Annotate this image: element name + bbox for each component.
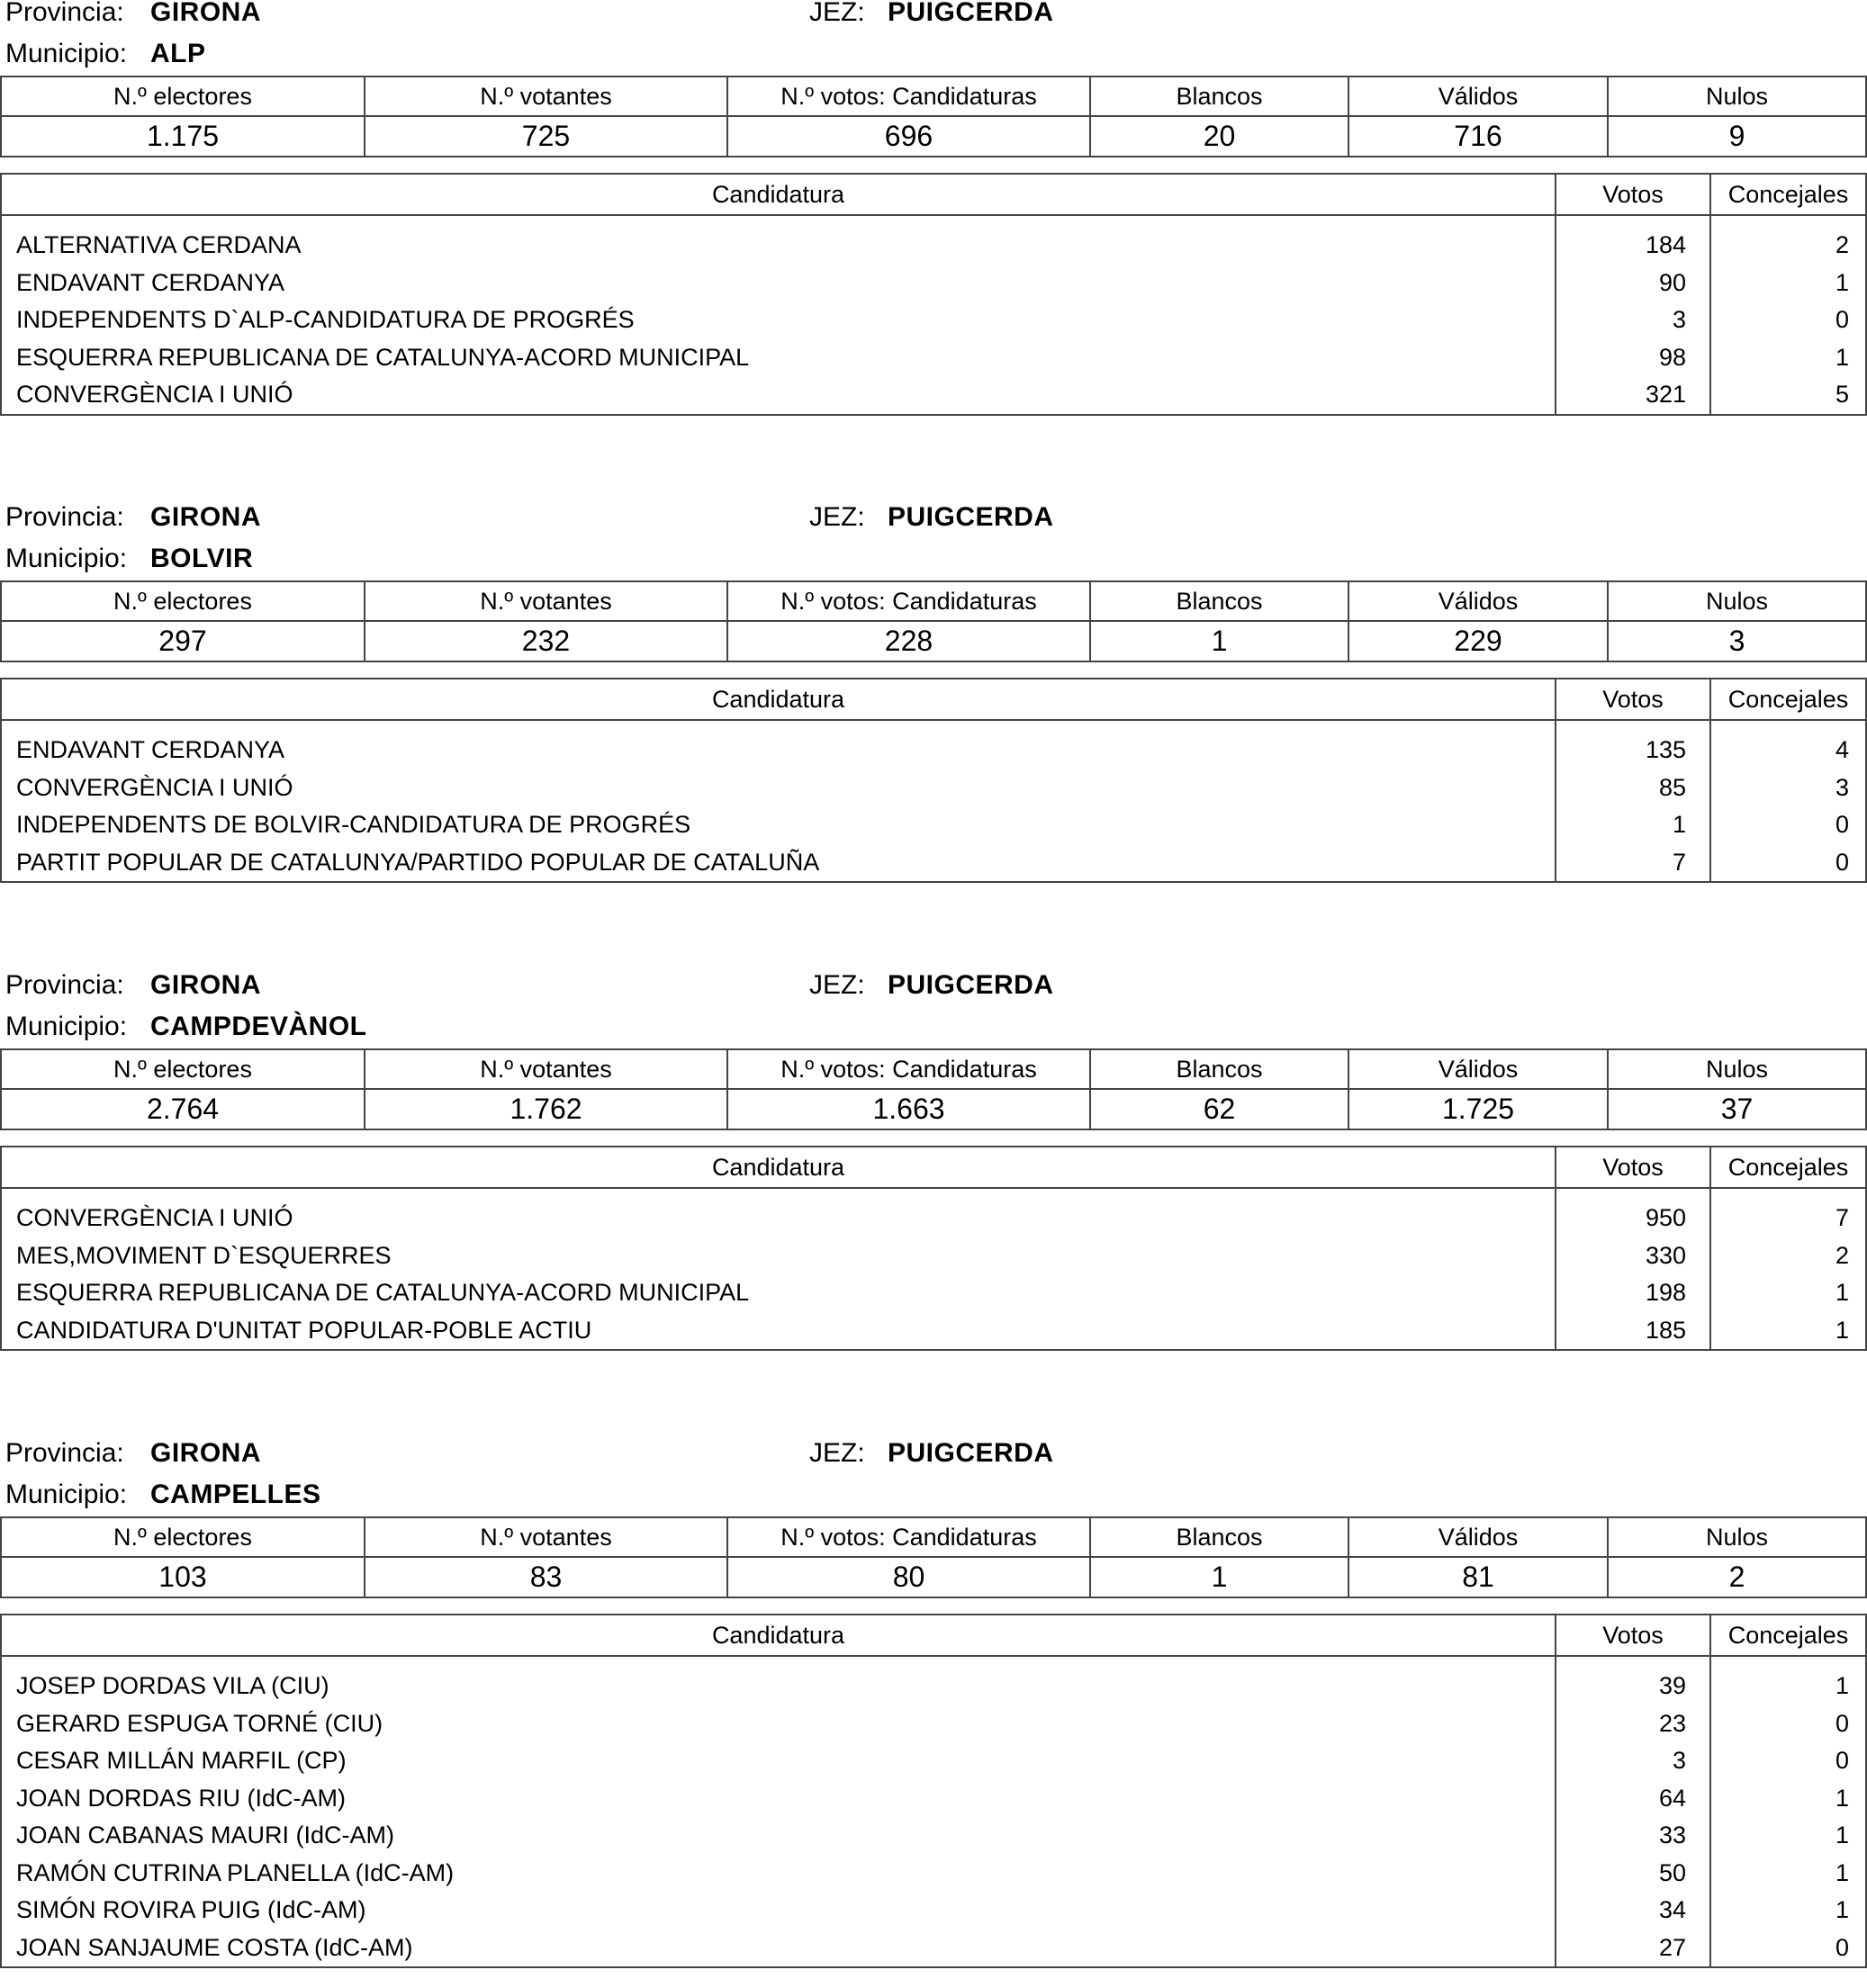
summary-value-cell: 1.663	[727, 1089, 1090, 1129]
summary-value-cell: 9	[1608, 116, 1866, 157]
candidate-votes: 198	[1556, 1274, 1710, 1312]
candidate-seats: 0	[1710, 1705, 1866, 1743]
candidate-name: JOAN DORDAS RIU (IdC-AM)	[16, 1784, 347, 1812]
summary-table	[0, 1516, 1867, 1598]
province-line	[5, 967, 1860, 1003]
summary-value-cell: 228	[727, 621, 1090, 661]
candidate-name: GERARD ESPUGA TORNÉ (CIU)	[16, 1709, 383, 1737]
summary-header-cell: Blancos	[1090, 76, 1348, 116]
candidate-row	[1, 1312, 1866, 1351]
summary-header-cell: Blancos	[1090, 1517, 1348, 1557]
summary-header-cell: N.º electores	[1, 76, 365, 116]
candidate-seats: 5	[1710, 376, 1866, 415]
summary-header-cell: Válidos	[1348, 1049, 1608, 1089]
municipality-label: Municipio:	[5, 544, 128, 573]
candidate-votes: 135	[1556, 732, 1710, 769]
candidates-header-row	[1, 679, 1866, 720]
summary-header-cell: Nulos	[1608, 581, 1866, 621]
province-value: GIRONA	[150, 502, 261, 532]
candidate-seats: 1	[1710, 1274, 1866, 1312]
summary-header-cell: Blancos	[1090, 1049, 1348, 1089]
candidatura-header: Candidatura	[1, 1147, 1556, 1188]
candidate-votes: 34	[1556, 1892, 1710, 1930]
jez-value: PUIGCERDA	[888, 502, 1054, 532]
summary-header-cell: N.º electores	[1, 581, 365, 621]
province-label: Provincia:	[5, 970, 124, 1000]
summary-value-cell: 716	[1348, 116, 1608, 157]
candidate-seats: 0	[1710, 806, 1866, 844]
votos-header: Votos	[1556, 174, 1710, 215]
summary-values-row	[1, 116, 1866, 157]
candidates-table	[0, 1614, 1867, 1968]
province-value: GIRONA	[150, 0, 261, 27]
candidate-row	[1, 1274, 1866, 1312]
spacer-cell	[1, 1188, 1556, 1200]
spacer-cell	[1710, 1656, 1866, 1668]
candidate-row	[1, 1780, 1866, 1818]
candidate-seats: 0	[1710, 1930, 1866, 1968]
summary-header-cell: N.º votantes	[365, 76, 727, 116]
summary-header-cell: Nulos	[1608, 1517, 1866, 1557]
spacer-row	[1, 215, 1866, 227]
summary-value-cell: 1.175	[1, 116, 365, 157]
province-line	[5, 499, 1860, 535]
summary-header-cell: Válidos	[1348, 581, 1608, 621]
summary-value-cell: 229	[1348, 621, 1608, 661]
candidate-seats: 7	[1710, 1200, 1866, 1237]
spacer-cell	[1556, 1656, 1710, 1668]
votos-header: Votos	[1556, 1147, 1710, 1188]
candidates-table	[0, 173, 1867, 416]
jez-label: JEZ:	[809, 1438, 865, 1468]
summary-value-cell: 3	[1608, 621, 1866, 661]
candidate-name: PARTIT POPULAR DE CATALUNYA/PARTIDO POPULAR DE CATALUÑA	[16, 848, 820, 876]
candidate-row	[1, 844, 1866, 883]
summary-header-cell: Válidos	[1348, 76, 1608, 116]
summary-header-cell: Blancos	[1090, 581, 1348, 621]
candidates-header-row	[1, 174, 1866, 215]
summary-header-row	[1, 76, 1866, 116]
municipality-line	[5, 1009, 1860, 1045]
candidate-row	[1, 806, 1866, 844]
candidate-votes: 39	[1556, 1668, 1710, 1705]
candidate-votes: 185	[1556, 1312, 1710, 1351]
summary-value-cell: 83	[365, 1557, 727, 1597]
province-label: Provincia:	[5, 1438, 124, 1468]
summary-value-cell: 725	[365, 116, 727, 157]
spacer-cell	[1556, 720, 1710, 732]
candidate-seats: 0	[1710, 301, 1866, 339]
candidate-name: RAMÓN CUTRINA PLANELLA (IdC-AM)	[16, 1858, 455, 1886]
votos-header: Votos	[1556, 1615, 1710, 1656]
candidate-votes: 321	[1556, 376, 1710, 415]
candidate-votes: 3	[1556, 301, 1710, 339]
jez-label: JEZ:	[809, 502, 865, 532]
summary-header-row	[1, 1049, 1866, 1089]
candidate-votes: 50	[1556, 1855, 1710, 1893]
summary-header-cell: N.º votantes	[365, 1517, 727, 1557]
candidate-name: SIMÓN ROVIRA PUIG (IdC-AM)	[16, 1896, 366, 1924]
summary-value-cell: 232	[365, 621, 727, 661]
summary-value-cell: 1	[1090, 1557, 1348, 1597]
summary-values-row	[1, 1089, 1866, 1129]
jez-label: JEZ:	[809, 970, 865, 1000]
candidate-name: CONVERGÈNCIA I UNIÓ	[16, 773, 293, 801]
spacer-cell	[1556, 1188, 1710, 1200]
jez-value: PUIGCERDA	[888, 970, 1054, 1000]
jez-value: PUIGCERDA	[888, 0, 1054, 27]
province-line	[5, 0, 1860, 31]
candidate-name: JOAN CABANAS MAURI (IdC-AM)	[16, 1822, 395, 1849]
candidate-seats: 1	[1710, 1312, 1866, 1351]
candidate-seats: 2	[1710, 1237, 1866, 1275]
candidate-votes: 7	[1556, 844, 1710, 883]
spacer-row	[1, 720, 1866, 732]
municipality-value: ALP	[150, 39, 206, 68]
spacer-cell	[1710, 720, 1866, 732]
summary-header-cell: N.º electores	[1, 1049, 365, 1089]
candidate-name: ESQUERRA REPUBLICANA DE CATALUNYA-ACORD MUNICIPAL	[16, 1279, 750, 1307]
candidate-seats: 1	[1710, 1855, 1866, 1893]
spacer-cell	[1, 720, 1556, 732]
summary-value-cell: 1	[1090, 621, 1348, 661]
concejales-header: Concejales	[1710, 1615, 1866, 1656]
summary-value-cell: 1.762	[365, 1089, 727, 1129]
candidate-votes: 950	[1556, 1200, 1710, 1237]
candidate-row	[1, 227, 1866, 265]
candidate-row	[1, 301, 1866, 339]
summary-value-cell: 62	[1090, 1089, 1348, 1129]
summary-value-cell: 103	[1, 1557, 365, 1597]
candidate-name: JOAN SANJAUME COSTA (IdC-AM)	[16, 1933, 413, 1961]
candidate-row	[1, 265, 1866, 302]
summary-value-cell: 1.725	[1348, 1089, 1608, 1129]
summary-value-cell: 2	[1608, 1557, 1866, 1597]
candidate-name: MES,MOVIMENT D`ESQUERRES	[16, 1241, 392, 1269]
candidate-name: INDEPENDENTS D`ALP-CANDIDATURA DE PROGRÉS	[16, 306, 635, 334]
summary-values-row	[1, 1557, 1866, 1597]
province-line	[5, 1435, 1860, 1471]
summary-header-cell: N.º votos: Candidaturas	[727, 581, 1090, 621]
candidate-row	[1, 376, 1866, 415]
spacer-row	[1, 1188, 1866, 1200]
candidates-header-row	[1, 1615, 1866, 1656]
candidate-row	[1, 1668, 1866, 1705]
spacer-cell	[1, 215, 1556, 227]
candidate-seats: 1	[1710, 1817, 1866, 1855]
candidate-votes: 64	[1556, 1780, 1710, 1818]
candidate-seats: 1	[1710, 265, 1866, 302]
candidate-seats: 4	[1710, 732, 1866, 769]
candidate-votes: 90	[1556, 265, 1710, 302]
summary-header-cell: N.º votos: Candidaturas	[727, 1517, 1090, 1557]
spacer-cell	[1, 1656, 1556, 1668]
summary-value-cell: 297	[1, 621, 365, 661]
summary-values-row	[1, 621, 1866, 661]
candidates-header-row	[1, 1147, 1866, 1188]
province-value: GIRONA	[150, 970, 261, 1000]
candidate-seats: 2	[1710, 227, 1866, 265]
candidatura-header: Candidatura	[1, 1615, 1556, 1656]
summary-value-cell: 2.764	[1, 1089, 365, 1129]
candidate-name: CONVERGÈNCIA I UNIÓ	[16, 1204, 293, 1232]
candidate-votes: 27	[1556, 1930, 1710, 1968]
candidate-name: ESQUERRA REPUBLICANA DE CATALUNYA-ACORD MUNICIPAL	[16, 343, 750, 371]
candidate-seats: 0	[1710, 1742, 1866, 1780]
candidate-row	[1, 339, 1866, 377]
summary-header-cell: Válidos	[1348, 1517, 1608, 1557]
votos-header: Votos	[1556, 679, 1710, 720]
municipality-label: Municipio:	[5, 1012, 128, 1041]
concejales-header: Concejales	[1710, 1147, 1866, 1188]
candidates-table	[0, 1146, 1867, 1351]
candidate-row	[1, 1892, 1866, 1930]
candidate-name: ALTERNATIVA CERDANA	[16, 231, 302, 259]
candidate-row	[1, 1855, 1866, 1893]
spacer-cell	[1710, 1188, 1866, 1200]
candidate-row	[1, 1237, 1866, 1275]
candidate-row	[1, 1705, 1866, 1743]
summary-header-cell: N.º votos: Candidaturas	[727, 1049, 1090, 1089]
summary-header-cell: N.º electores	[1, 1517, 365, 1557]
municipality-label: Municipio:	[5, 39, 128, 68]
province-label: Provincia:	[5, 0, 124, 27]
candidate-seats: 3	[1710, 769, 1866, 807]
summary-header-cell: N.º votantes	[365, 581, 727, 621]
candidate-seats: 0	[1710, 844, 1866, 883]
candidate-name: CONVERGÈNCIA I UNIÓ	[16, 381, 293, 409]
concejales-header: Concejales	[1710, 679, 1866, 720]
municipality-label: Municipio:	[5, 1480, 128, 1509]
candidate-seats: 1	[1710, 1780, 1866, 1818]
candidate-seats: 1	[1710, 339, 1866, 377]
candidate-seats: 1	[1710, 1892, 1866, 1930]
summary-header-cell: Nulos	[1608, 76, 1866, 116]
summary-header-cell: N.º votantes	[365, 1049, 727, 1089]
candidates-table	[0, 678, 1867, 883]
candidate-votes: 330	[1556, 1237, 1710, 1275]
candidate-row	[1, 1930, 1866, 1968]
candidate-row	[1, 732, 1866, 769]
candidate-votes: 98	[1556, 339, 1710, 377]
candidatura-header: Candidatura	[1, 679, 1556, 720]
candidate-row	[1, 1742, 1866, 1780]
municipality-line	[5, 1477, 1860, 1513]
candidate-name: INDEPENDENTS DE BOLVIR-CANDIDATURA DE PROGRÉS	[16, 811, 691, 839]
candidate-name: CESAR MILLÁN MARFIL (CP)	[16, 1747, 347, 1775]
summary-table	[0, 580, 1867, 662]
spacer-cell	[1710, 215, 1866, 227]
candidate-votes: 23	[1556, 1705, 1710, 1743]
summary-header-row	[1, 581, 1866, 621]
candidate-name: JOSEP DORDAS VILA (CIU)	[16, 1672, 329, 1700]
candidate-votes: 3	[1556, 1742, 1710, 1780]
candidate-votes: 1	[1556, 806, 1710, 844]
concejales-header: Concejales	[1710, 174, 1866, 215]
summary-header-cell: Nulos	[1608, 1049, 1866, 1089]
summary-value-cell: 80	[727, 1557, 1090, 1597]
spacer-row	[1, 1656, 1866, 1668]
candidate-votes: 184	[1556, 227, 1710, 265]
spacer-cell	[1556, 215, 1710, 227]
municipality-line	[5, 36, 1860, 72]
jez-value: PUIGCERDA	[888, 1438, 1054, 1468]
candidate-row	[1, 1817, 1866, 1855]
jez-label: JEZ:	[809, 0, 865, 27]
summary-header-row	[1, 1517, 1866, 1557]
candidate-votes: 85	[1556, 769, 1710, 807]
summary-header-cell: N.º votos: Candidaturas	[727, 76, 1090, 116]
municipality-value: CAMPELLES	[150, 1480, 321, 1509]
candidate-name: CANDIDATURA D'UNITAT POPULAR-POBLE ACTIU	[16, 1316, 592, 1344]
municipality-value: BOLVIR	[150, 544, 254, 573]
summary-value-cell: 20	[1090, 116, 1348, 157]
province-value: GIRONA	[150, 1438, 261, 1468]
summary-value-cell: 696	[727, 116, 1090, 157]
summary-value-cell: 81	[1348, 1557, 1608, 1597]
candidate-name: ENDAVANT CERDANYA	[16, 268, 285, 296]
candidate-name: ENDAVANT CERDANYA	[16, 736, 285, 764]
summary-value-cell: 37	[1608, 1089, 1866, 1129]
province-label: Provincia:	[5, 502, 124, 532]
candidate-votes: 33	[1556, 1817, 1710, 1855]
municipality-value: CAMPDEVÀNOL	[150, 1012, 367, 1041]
municipality-line	[5, 541, 1860, 577]
summary-table	[0, 1048, 1867, 1130]
candidate-row	[1, 769, 1866, 807]
summary-table	[0, 76, 1867, 157]
candidate-row	[1, 1200, 1866, 1237]
candidate-seats: 1	[1710, 1668, 1866, 1705]
candidatura-header: Candidatura	[1, 174, 1556, 215]
